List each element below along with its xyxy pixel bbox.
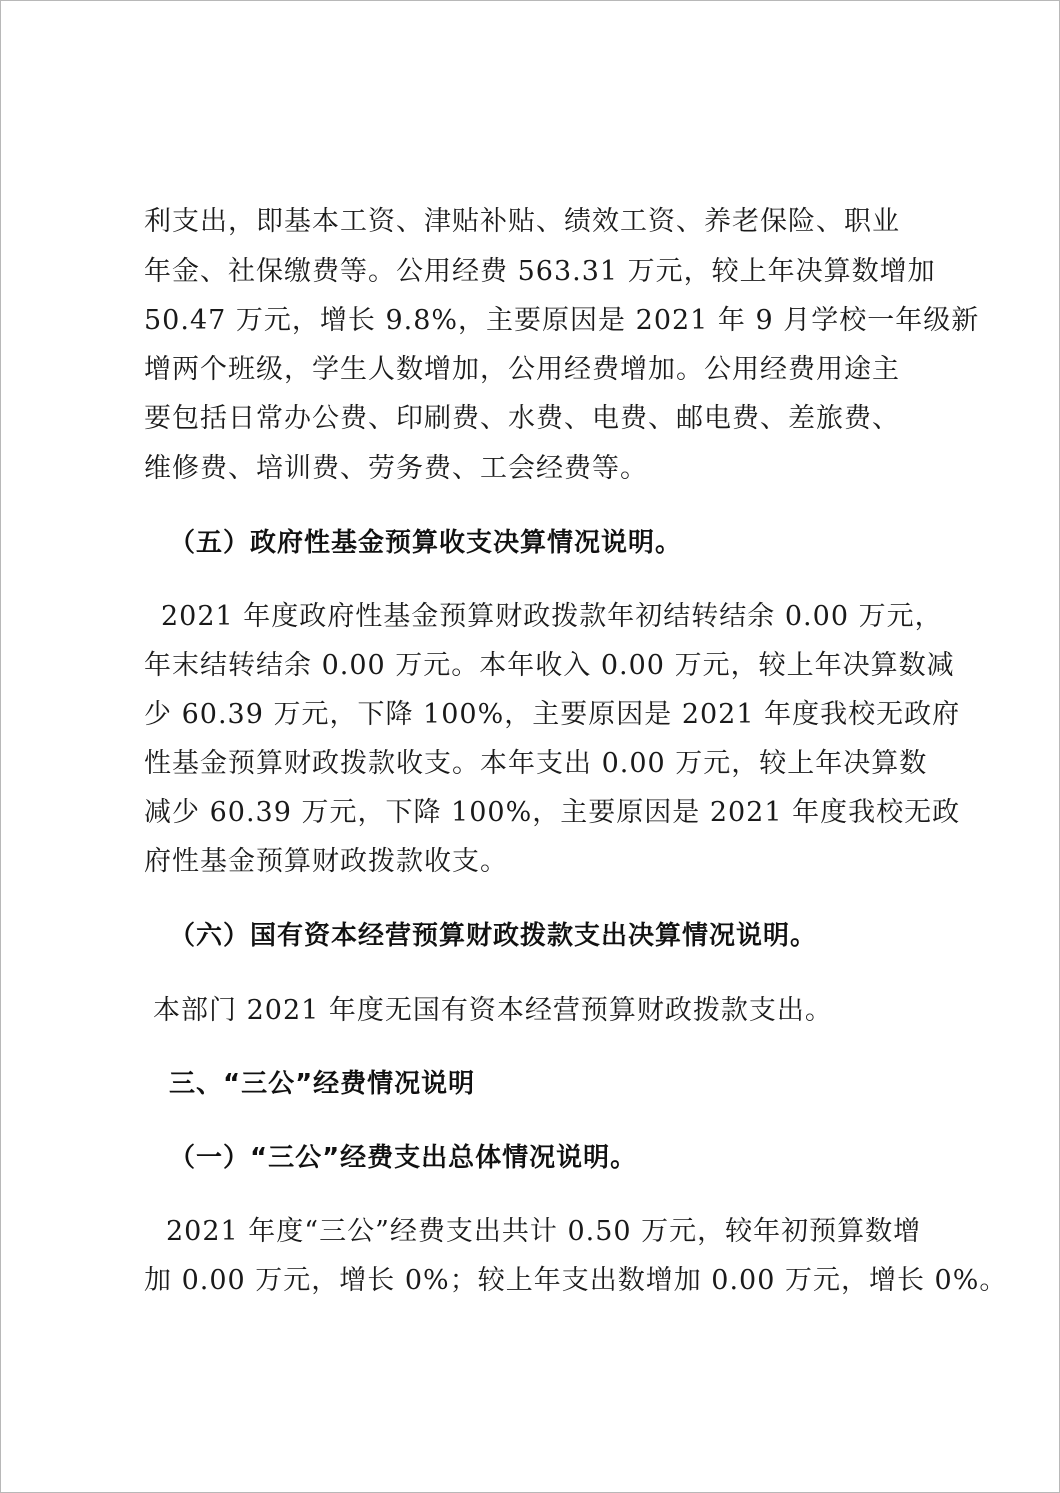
paragraph-line: 增两个班级，学生人数增加，公用经费增加。公用经费用途主 — [144, 354, 900, 385]
paragraph-line: 本部门 2021 年度无国有资本经营预算财政拨款支出。 — [153, 995, 833, 1026]
section-heading-five: （五）政府性基金预算收支决算情况说明。 — [169, 528, 683, 558]
section-heading-six: （六）国有资本经营预算财政拨款支出决算情况说明。 — [169, 921, 818, 951]
paragraph-line: 要包括日常办公费、印刷费、水费、电费、邮电费、差旅费、 — [144, 403, 900, 434]
paragraph-line: 维修费、培训费、劳务费、工会经费等。 — [144, 453, 648, 484]
paragraph-line: 年金、社保缴费等。公用经费 563.31 万元，较上年决算数增加 — [144, 256, 936, 287]
paragraph-line: 府性基金预算财政拨款收支。 — [144, 846, 508, 877]
paragraph-line: 50.47 万元，增长 9.8%，主要原因是 2021 年 9 月学校一年级新 — [144, 305, 980, 336]
paragraph-line: 减少 60.39 万元，下降 100%，主要原因是 2021 年度我校无政 — [144, 797, 961, 828]
paragraph-line: 年末结转结余 0.00 万元。本年收入 0.00 万元，较上年决算数减 — [144, 650, 955, 681]
paragraph-line: 少 60.39 万元，下降 100%，主要原因是 2021 年度我校无政府 — [144, 699, 961, 730]
paragraph-line: 2021 年度“三公”经费支出共计 0.50 万元，较年初预算数增 — [166, 1216, 922, 1247]
chapter-heading-three: 三、“三公”经费情况说明 — [169, 1069, 476, 1099]
paragraph-line: 性基金预算财政拨款收支。本年支出 0.00 万元，较上年决算数 — [144, 748, 928, 779]
paragraph-line: 利支出，即基本工资、津贴补贴、绩效工资、养老保险、职业 — [144, 206, 900, 237]
section-heading-one: （一）“三公”经费支出总体情况说明。 — [169, 1143, 638, 1173]
paragraph-line: 2021 年度政府性基金预算财政拨款年初结转结余 0.00 万元， — [161, 601, 943, 632]
paragraph-line: 加 0.00 万元，增长 0%；较上年支出数增加 0.00 万元，增长 0%。 — [144, 1265, 1008, 1296]
